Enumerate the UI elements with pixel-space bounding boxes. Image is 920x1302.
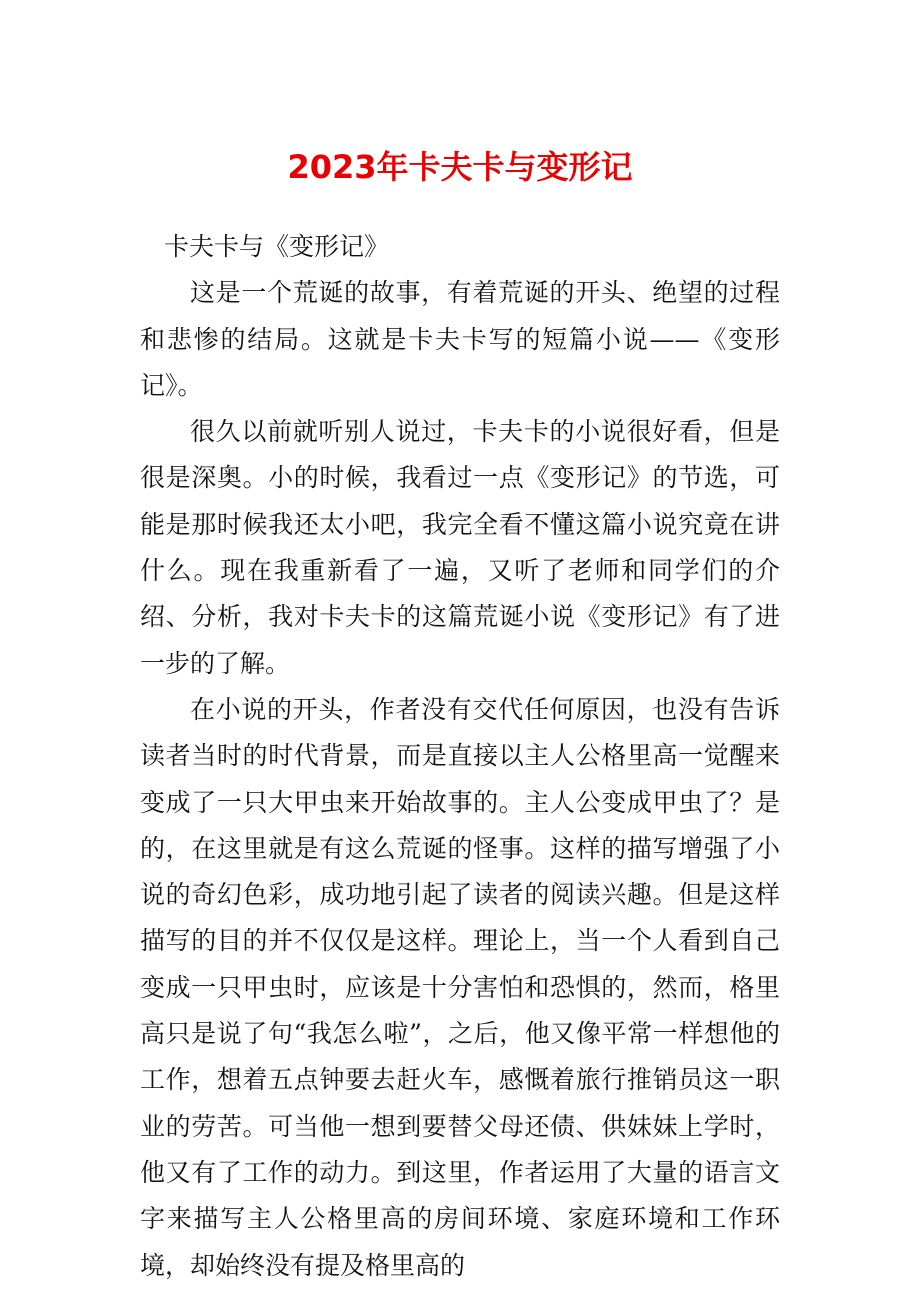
paragraph-heading: 卡夫卡与《变形记》 [164, 232, 390, 261]
paragraph: 很久以前就听别人说过，卡夫卡的小说很好看，但是很是深奥。小的时候，我看过一点《变形记》的节选，可能是那时候我还太小吧，我完全看不懂这篇小说究竟在讲什么。现在我重新看了一遍，又听了老师和同学们的介绍、分析，我对卡夫卡的这篇荒诞小说《变形记》有了进一步的了解。 [140, 417, 780, 678]
document-title: 2023年卡夫卡与变形记 [287, 148, 633, 186]
paragraph: 这是一个荒诞的故事，有着荒诞的开头、绝望的过程和悲惨的结局。这就是卡夫卡写的短篇小说——《变形记》。 [140, 278, 780, 400]
paragraph: 在小说的开头，作者没有交代任何原因，也没有告诉读者当时的时代背景，而是直接以主人公格里高一觉醒来变成了一只大甲虫来开始故事的。主人公变成甲虫了？是的，在这里就是有这么荒诞的怪事。这样的描写增强了小说的奇幻色彩，成功地引起了读者的阅读兴趣。但是这样描写的目的并不仅仅是这样。理论上，当一个人看到自己变成一只甲虫时，应该是十分害怕和恐惧的，然而，格里高只是说了句“我怎么啦”，之后，他又像平常一样想他的工作，想着五点钟要去赶火车，感慨着旅行推销员这一职业的劳苦。可当他一想到要替父母还债、供妹妹上学时，他又有了工作的动力。到这里，作者运用了大量的语言文字来描写主人公格里高的房间环境、家庭环境和工作环境，却始终没有提及格里高的 [140, 694, 780, 1280]
document-body [140, 224, 780, 1289]
